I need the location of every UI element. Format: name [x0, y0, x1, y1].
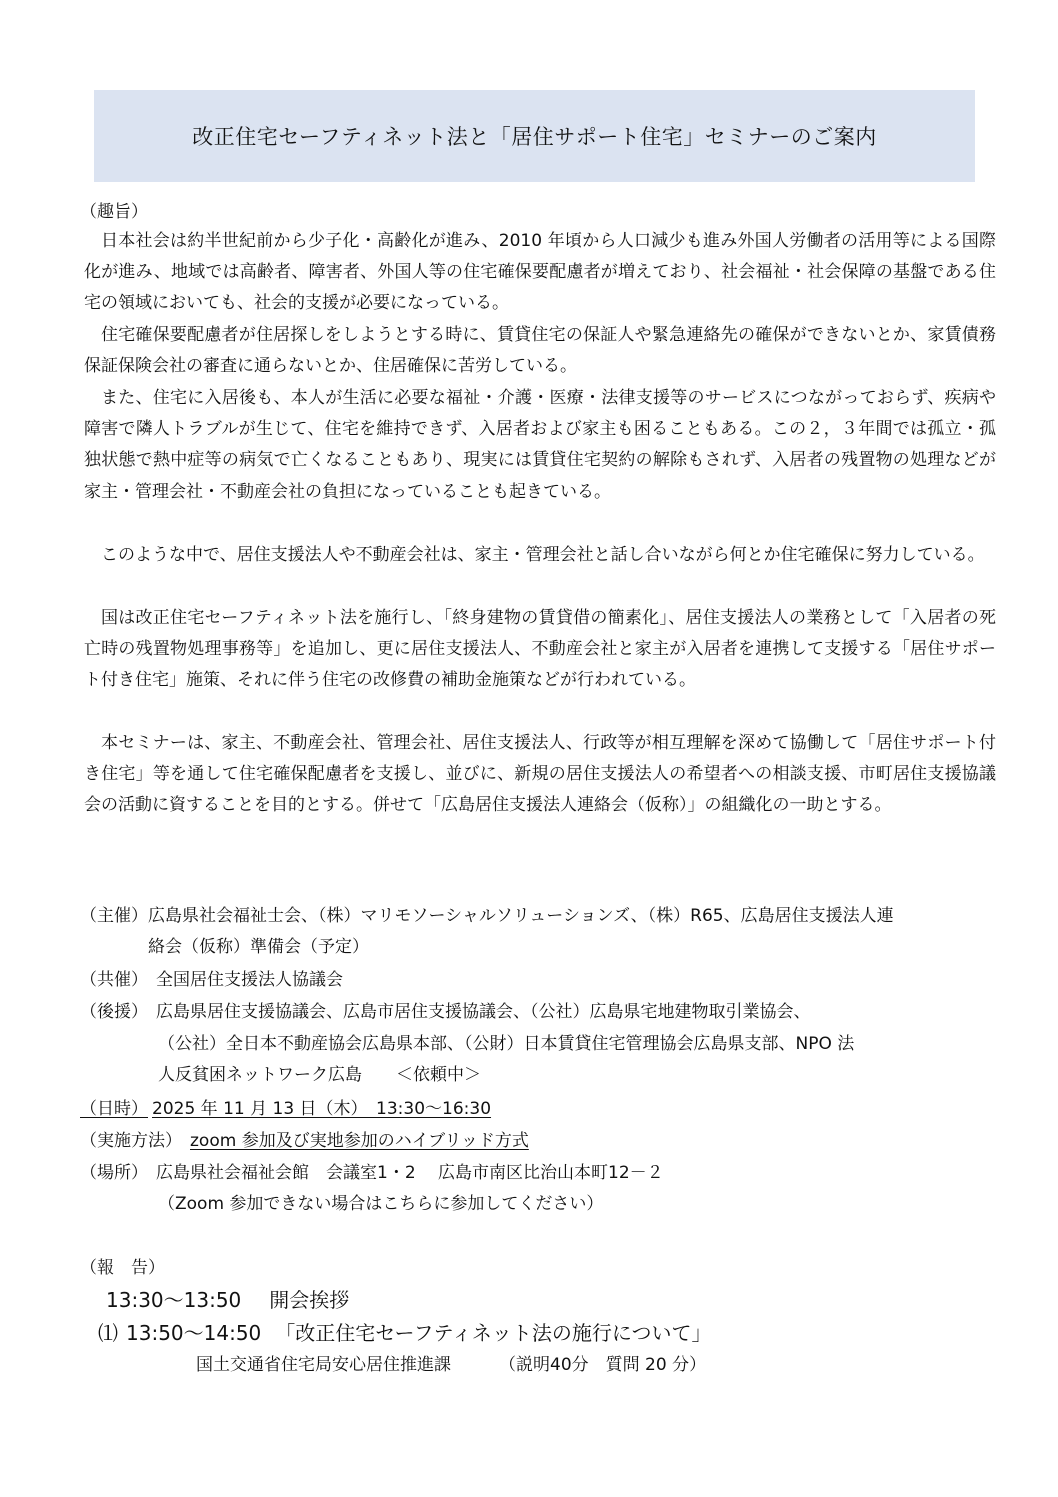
venue-note: （Zoom 参加できない場合はこちらに参加してください） — [158, 1194, 604, 1214]
item-1-title: 「改正住宅セーフティネット法の施行について」 — [275, 1321, 712, 1345]
organizer-row — [80, 901, 894, 926]
venue-value: 広島県社会福祉会館 会議室1・2 広島市南区比治山本町12－２ — [156, 1163, 664, 1183]
title-banner — [94, 90, 975, 182]
method-value: zoom 参加及び実地参加のハイブリッド方式 — [190, 1131, 529, 1151]
support-label: （後援） — [80, 1002, 148, 1022]
report-item-1 — [98, 1317, 711, 1346]
purpose-paragraph-4: このような中で、居住支援法人や不動産会社は、家主・管理会社と話し合いながら何とか住宅確保に努力している。 — [101, 545, 985, 565]
venue-label: （場所） — [80, 1163, 148, 1183]
datetime-value: 2025 年 11 月 13 日（木） 13:30～16:30 — [152, 1099, 492, 1119]
support-line-2: （公社）全日本不動産協会広島県本部、（公財）日本賃貸住宅管理協会広島県支部、NPO 法 — [158, 1034, 855, 1054]
cohost-label: （共催） — [80, 970, 148, 990]
opening-row — [106, 1284, 349, 1313]
organizer-line-2: 絡会（仮称）準備会（予定） — [148, 937, 369, 957]
item-1-speaker: 国土交通省住宅局安心居住推進課 — [196, 1355, 451, 1375]
purpose-paragraph-2: 住宅確保要配慮者が住居探しをしようとする時に、賃貸住宅の保証人や緊急連絡先の確保ができないとか、家賃債務保証保険会社の審査に通らないとか、住居確保に苦労している。 — [84, 325, 996, 377]
item-1-speaker-row — [196, 1350, 706, 1375]
item-1-detail: （説明40分 質問 20 分） — [499, 1355, 707, 1375]
cohost-value: 全国居住支援法人協議会 — [156, 970, 343, 990]
support-line-1: 広島県居住支援協議会、広島市居住支援協議会、（公社）広島県宅地建物取引業協会、 — [156, 1002, 811, 1022]
report-label: （報 告） — [80, 1258, 165, 1278]
purpose-paragraph-6: 本セミナーは、家主、不動産会社、管理会社、居住支援法人、行政等が相互理解を深めて協働して「居住サポート付き住宅」等を通して住宅確保配慮者を支援し、並びに、新規の居住支援法人の希望者への相談支援、市町居住支援協議会の活動に資することを目的とする。併せて「広島居住支援法人連絡会（仮称）」の組織化の一助とする。 — [84, 733, 996, 816]
purpose-paragraph-3: また、住宅に入居後も、本人が生活に必要な福祉・介護・医療・法律支援等のサービスにつながっておらず、疾病や障害で隣人トラブルが生じて、住宅を維持できず、入居者および家主も困ることもある。この２，３年間では孤立・孤独状態で熱中症等の病気で亡くなることもあり、現実には賃貸住宅契約の解除もされず、入居者の残置物の処理などが家主・管理会社・不動産会社の負担になっていることも起きている。 — [84, 388, 996, 502]
organizer-line-1: 広島県社会福祉士会、（株）マリモソーシャルソリューションズ、（株）R65、広島居住支援法人連 — [148, 906, 894, 926]
purpose-paragraph-1: 日本社会は約半世紀前から少子化・高齢化が進み、2010 年頃から人口減少も進み外国人労働者の活用等による国際化が進み、地域では高齢者、障害者、外国人等の住宅確保要配慮者が増えており、社会福祉・社会保障の基盤である住宅の領域においても、社会的支援が必要になっている。 — [84, 231, 996, 314]
datetime-row — [80, 1094, 491, 1119]
organizer-label: （主催） — [80, 906, 148, 926]
purpose-label: （趣旨） — [80, 202, 148, 222]
method-label: （実施方法） — [80, 1131, 182, 1151]
item-1-number: ⑴ — [98, 1321, 118, 1345]
datetime-label: （日時） — [80, 1099, 148, 1119]
page-title: 改正住宅セーフティネット法と「居住サポート住宅」セミナーのご案内 — [192, 125, 877, 149]
opening-time: 13:30～13:50 — [106, 1288, 242, 1312]
cohost-row — [80, 965, 343, 990]
venue-row — [80, 1158, 664, 1183]
support-row — [80, 997, 811, 1022]
method-row — [80, 1126, 529, 1151]
item-1-time: 13:50～14:50 — [126, 1321, 262, 1345]
support-line-3: 人反貧困ネットワーク広島 ＜依頼中＞ — [158, 1065, 481, 1085]
opening-title: 開会挨拶 — [269, 1288, 350, 1312]
purpose-paragraph-5: 国は改正住宅セーフティネット法を施行し、「終身建物の賃貸借の簡素化」、居住支援法人の業務として「入居者の死亡時の残置物処理事務等」を追加し、更に居住支援法人、不動産会社と家主が入居者を連携して支援する「居住サポート付き住宅」施策、それに伴う住宅の改修費の補助金施策などが行われている。 — [84, 608, 996, 691]
